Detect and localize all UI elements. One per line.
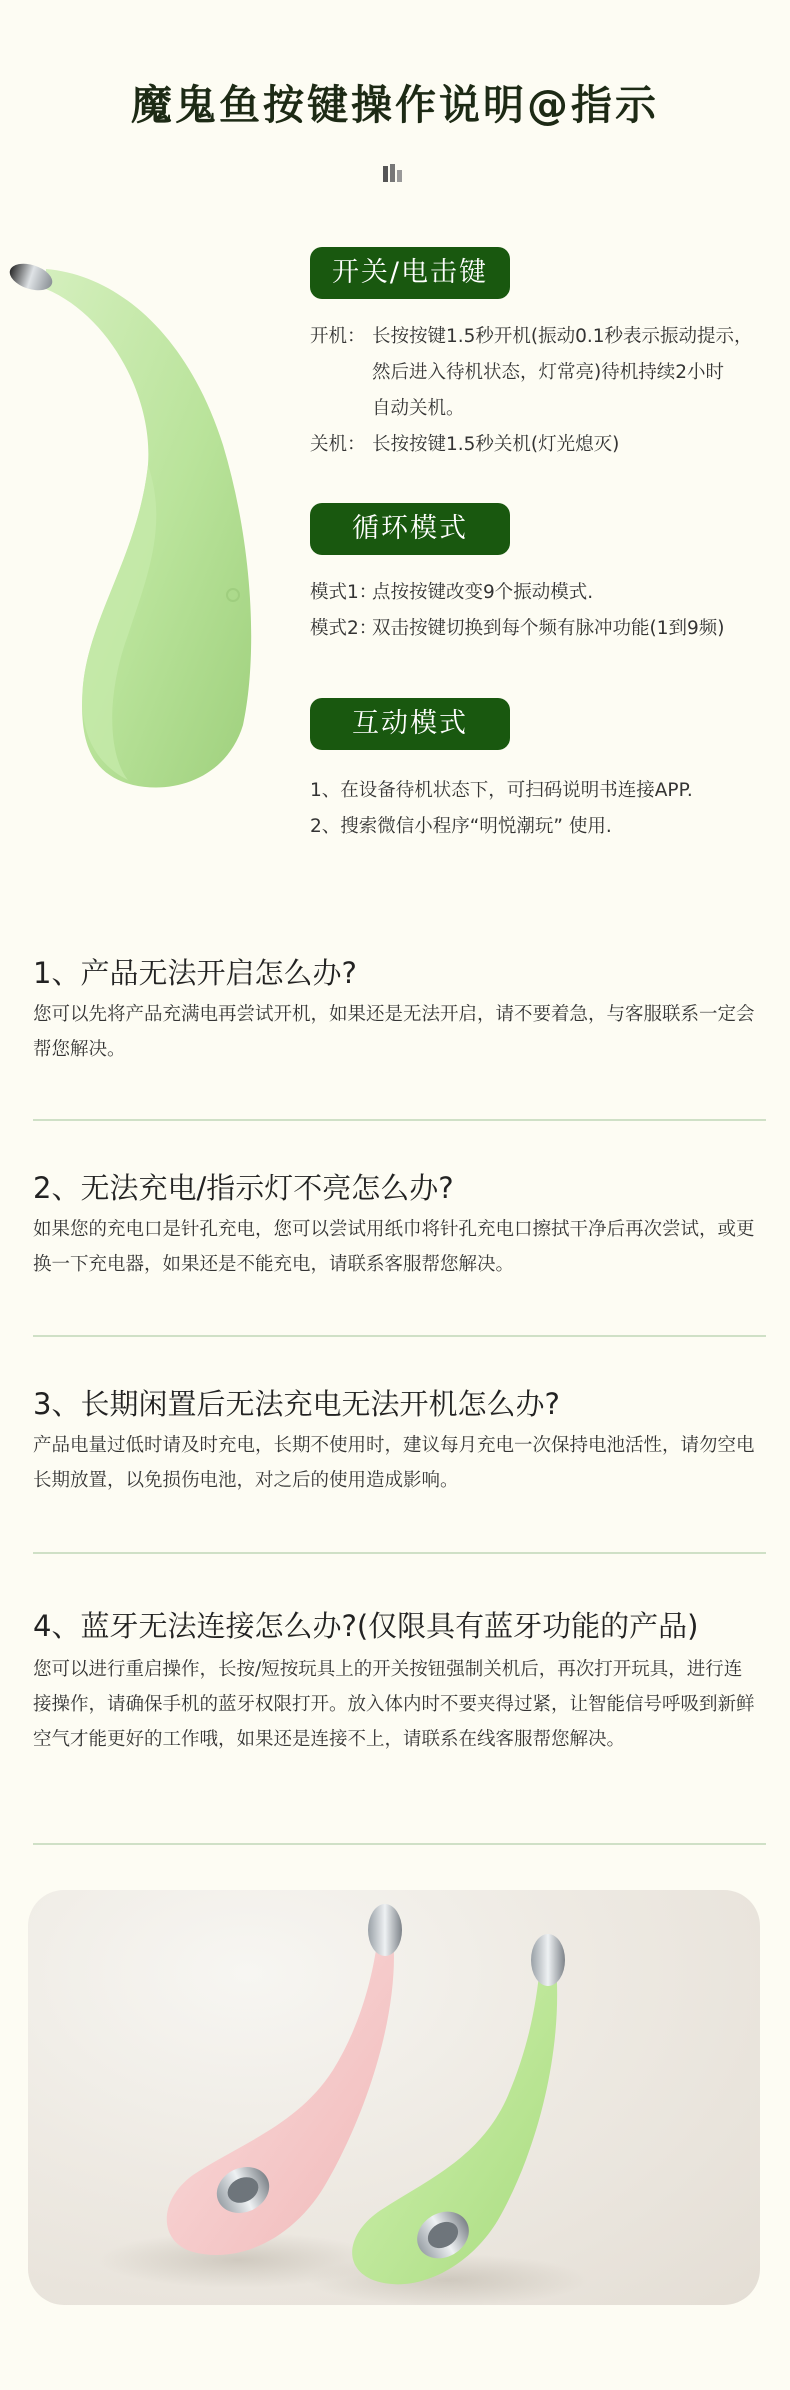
faq-question: 2、无法充电/指示灯不亮怎么办? — [33, 1171, 454, 1205]
faq-question: 3、长期闲置后无法充电无法开机怎么办? — [33, 1387, 560, 1421]
faq-answer: 产品电量过低时请及时充电，长期不使用时，建议每月充电一次保持电池活性，请勿空电长期放置，以免损伤电池，对之后的使用造成影响。 — [33, 1435, 755, 1491]
row-power-off — [310, 430, 619, 456]
row-power-on — [310, 322, 753, 348]
row-mode-2 — [310, 614, 724, 640]
badge-interactive-mode: 互动模式 — [310, 698, 510, 750]
row-text: 点按按键改变9个振动模式. — [372, 582, 594, 603]
row-interactive-2: 2、搜索微信小程序“明悦潮玩” 使用. — [310, 816, 612, 837]
divider — [33, 1335, 766, 1337]
row-text: 长按按键1.5秒开机(振动0.1秒表示振动提示， — [372, 326, 753, 347]
row-text: 长按按键1.5秒关机(灯光熄灭) — [372, 434, 620, 455]
product-photo — [28, 1890, 760, 2305]
row-key: 模式1： — [310, 582, 378, 603]
product-illustration — [8, 255, 268, 805]
row-continuation: 然后进入待机状态，灯常亮)待机持续2小时 — [372, 362, 724, 383]
row-key: 模式2： — [310, 618, 378, 639]
page-title: 魔鬼鱼按键操作说明@指示 — [131, 81, 659, 129]
divider — [33, 1552, 766, 1554]
row-key: 关机： — [310, 434, 366, 455]
row-text: 双击按键切换到每个频有脉冲功能(1到9频) — [372, 618, 725, 639]
badge-cycle-mode: 循环模式 — [310, 503, 510, 555]
badge-power-shock: 开关/电击键 — [310, 247, 510, 299]
divider — [33, 1119, 766, 1121]
faq-question: 1、产品无法开启怎么办? — [33, 956, 357, 990]
row-mode-1 — [310, 578, 593, 604]
product-photo-art — [28, 1890, 760, 2305]
divider — [33, 1843, 766, 1845]
row-interactive-1: 1、在设备待机状态下，可扫码说明书连接APP. — [310, 780, 693, 801]
faq-answer: 您可以进行重启操作，长按/短按玩具上的开关按钮强制关机后，再次打开玩具，进行连接操作，请确保手机的蓝牙权限打开。放入体内时不要夹得过紧，让智能信号呼吸到新鲜空气才能更好的工作哦，如果还是连接不上，请联系在线客服帮您解决。 — [33, 1659, 755, 1750]
faq-answer: 您可以先将产品充满电再尝试开机，如果还是无法开启，请不要着急，与客服联系一定会帮您解决。 — [33, 1004, 755, 1060]
title-bars-icon — [383, 164, 407, 182]
faq-question: 4、蓝牙无法连接怎么办?(仅限具有蓝牙功能的产品) — [33, 1609, 699, 1643]
faq-answer: 如果您的充电口是针孔充电，您可以尝试用纸巾将针孔充电口擦拭干净后再次尝试，或更换一下充电器，如果还是不能充电，请联系客服帮您解决。 — [33, 1219, 755, 1275]
row-continuation: 自动关机。 — [372, 398, 465, 419]
row-key: 开机： — [310, 326, 366, 347]
